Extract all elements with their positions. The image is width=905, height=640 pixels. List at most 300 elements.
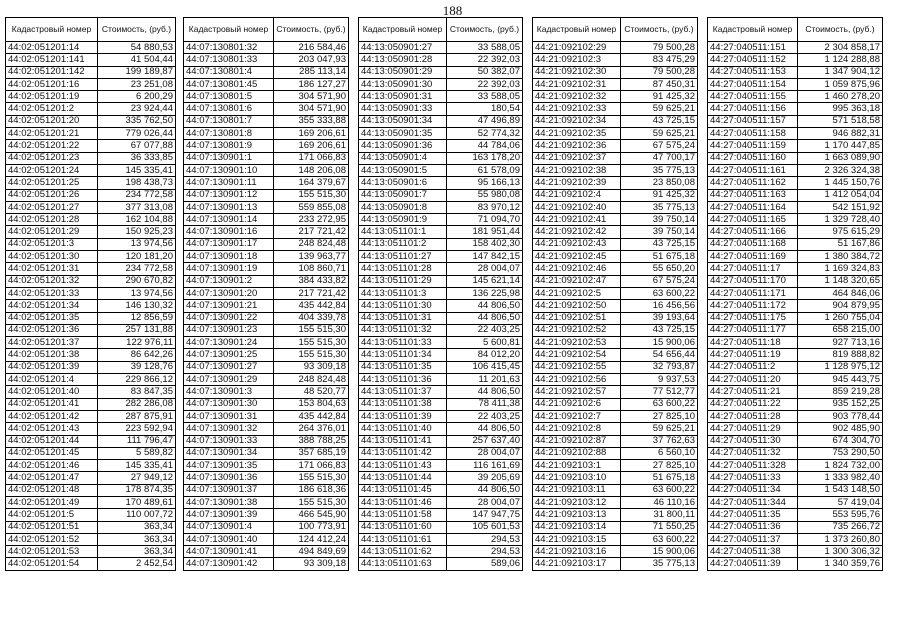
cost-cell: 753 290,50 bbox=[798, 447, 883, 459]
cost-cell: 11 201,63 bbox=[447, 374, 523, 386]
cadastral-number-cell: 44:02:051201:22 bbox=[6, 140, 98, 152]
cadastral-number-cell: 44:27:040511:165 bbox=[708, 214, 798, 226]
cost-cell: 54 880,53 bbox=[98, 42, 176, 54]
cost-cell: 46 110,16 bbox=[621, 496, 698, 508]
table-row bbox=[708, 54, 883, 66]
header-cadastral-number: Кадастровый номер bbox=[6, 18, 98, 42]
cost-cell: 158 402,30 bbox=[447, 238, 523, 250]
cadastral-number-cell: 44:21:092103:12 bbox=[533, 496, 621, 508]
cadastral-number-cell: 44:13:050901:4 bbox=[359, 152, 447, 164]
table-row bbox=[533, 337, 698, 349]
cadastral-number-cell: 44:02:051201:4 bbox=[6, 374, 98, 386]
table-row bbox=[533, 435, 698, 447]
cost-cell: 37 762,63 bbox=[621, 435, 698, 447]
cost-cell: 78 411,38 bbox=[447, 398, 523, 410]
table-row bbox=[6, 447, 176, 459]
cost-cell: 39 128,76 bbox=[98, 361, 176, 373]
cost-cell: 198 438,73 bbox=[98, 177, 176, 189]
cadastral-number-cell: 44:07:130901:17 bbox=[184, 238, 274, 250]
table-row bbox=[533, 54, 698, 66]
cost-cell: 13 974,56 bbox=[98, 238, 176, 250]
cost-cell: 150 925,23 bbox=[98, 226, 176, 238]
cadastral-number-cell: 44:27:040511:17 bbox=[708, 263, 798, 275]
cost-cell: 357 685,19 bbox=[274, 447, 349, 459]
cost-cell: 257 637,40 bbox=[447, 435, 523, 447]
cost-cell: 1 663 089,90 bbox=[798, 152, 883, 164]
header-cost: Стоимость, (руб.) bbox=[798, 18, 883, 42]
table-row bbox=[533, 484, 698, 496]
cadastral-number-cell: 44:02:051201:2 bbox=[6, 103, 98, 115]
cost-cell: 1 333 982,40 bbox=[798, 472, 883, 484]
table-row bbox=[359, 558, 523, 570]
table-row bbox=[533, 509, 698, 521]
cadastral-number-cell: 44:02:051201:33 bbox=[6, 287, 98, 299]
cost-cell: 248 824,48 bbox=[274, 374, 349, 386]
table-row bbox=[533, 521, 698, 533]
table-row bbox=[708, 263, 883, 275]
table-row bbox=[184, 238, 349, 250]
cadastral-number-cell: 44:07:130901:25 bbox=[184, 349, 274, 361]
cadastral-number-cell: 44:07:130901:38 bbox=[184, 496, 274, 508]
cost-cell: 542 151,92 bbox=[798, 201, 883, 213]
table-row bbox=[359, 251, 523, 263]
table-row bbox=[359, 91, 523, 103]
table-row bbox=[6, 128, 176, 140]
cadastral-number-cell: 44:27:040511:159 bbox=[708, 140, 798, 152]
cost-cell: 155 515,30 bbox=[274, 337, 349, 349]
cadastral-number-cell: 44:07:130901:42 bbox=[184, 558, 274, 570]
table-row bbox=[708, 177, 883, 189]
cost-cell: 83 847,35 bbox=[98, 386, 176, 398]
table-row bbox=[533, 558, 698, 570]
cost-cell: 571 518,58 bbox=[798, 115, 883, 127]
table-row bbox=[184, 66, 349, 78]
table-row bbox=[708, 115, 883, 127]
cadastral-number-cell: 44:21:092102:30 bbox=[533, 66, 621, 78]
cost-cell: 904 879,95 bbox=[798, 300, 883, 312]
table-row bbox=[708, 472, 883, 484]
table-row bbox=[6, 275, 176, 287]
cost-cell: 859 219,28 bbox=[798, 386, 883, 398]
cost-cell: 28 004,07 bbox=[447, 447, 523, 459]
cadastral-number-cell: 44:27:040511:168 bbox=[708, 238, 798, 250]
cadastral-number-cell: 44:21:092103:10 bbox=[533, 472, 621, 484]
table-row bbox=[359, 66, 523, 78]
cost-cell: 67 575,24 bbox=[621, 275, 698, 287]
cost-cell: 163 178,20 bbox=[447, 152, 523, 164]
table-row bbox=[708, 460, 883, 472]
cadastral-number-cell: 44:27:040511:152 bbox=[708, 54, 798, 66]
cost-cell: 35 775,13 bbox=[621, 201, 698, 213]
cost-cell: 902 485,90 bbox=[798, 423, 883, 435]
cost-cell: 44 806,50 bbox=[447, 386, 523, 398]
cadastral-number-cell: 44:07:130901:33 bbox=[184, 435, 274, 447]
cadastral-number-cell: 44:02:051201:23 bbox=[6, 152, 98, 164]
cadastral-number-cell: 44:21:092102:40 bbox=[533, 201, 621, 213]
cost-cell: 23 924,44 bbox=[98, 103, 176, 115]
table-row bbox=[533, 66, 698, 78]
cadastral-number-cell: 44:02:051201:46 bbox=[6, 460, 98, 472]
cost-cell: 1 543 148,50 bbox=[798, 484, 883, 496]
cost-cell: 1 300 306,32 bbox=[798, 546, 883, 558]
cost-cell: 171 066,83 bbox=[274, 460, 349, 472]
table-row bbox=[6, 533, 176, 545]
cadastral-number-cell: 44:07:130901:34 bbox=[184, 447, 274, 459]
cadastral-number-cell: 44:07:130801:6 bbox=[184, 103, 274, 115]
cadastral-number-cell: 44:13:051101:34 bbox=[359, 349, 447, 361]
table-row bbox=[6, 521, 176, 533]
cadastral-number-cell: 44:13:051101:1 bbox=[359, 226, 447, 238]
table-row bbox=[533, 496, 698, 508]
cadastral-number-cell: 44:02:051201:30 bbox=[6, 251, 98, 263]
table-row bbox=[708, 128, 883, 140]
cadastral-table-2 bbox=[183, 17, 349, 571]
cadastral-number-cell: 44:21:092102:35 bbox=[533, 128, 621, 140]
cadastral-table-1 bbox=[5, 17, 176, 571]
cost-cell: 86 642,26 bbox=[98, 349, 176, 361]
cadastral-number-cell: 44:02:051201:44 bbox=[6, 435, 98, 447]
cadastral-number-cell: 44:07:130901:22 bbox=[184, 312, 274, 324]
cadastral-number-cell: 44:07:130901:3 bbox=[184, 386, 274, 398]
table-row bbox=[184, 275, 349, 287]
cost-cell: 164 379,67 bbox=[274, 177, 349, 189]
cadastral-number-cell: 44:07:130901:31 bbox=[184, 410, 274, 422]
cadastral-number-cell: 44:27:040511:172 bbox=[708, 300, 798, 312]
cadastral-number-cell: 44:07:130901:1 bbox=[184, 152, 274, 164]
table-row bbox=[6, 54, 176, 66]
cost-cell: 264 376,01 bbox=[274, 423, 349, 435]
cost-cell: 203 047,93 bbox=[274, 54, 349, 66]
table-row bbox=[708, 509, 883, 521]
cost-cell: 83 970,12 bbox=[447, 201, 523, 213]
cadastral-number-cell: 44:13:051101:33 bbox=[359, 337, 447, 349]
cost-cell: 819 888,82 bbox=[798, 349, 883, 361]
cost-cell: 77 512,77 bbox=[621, 386, 698, 398]
cadastral-number-cell: 44:13:050901:9 bbox=[359, 214, 447, 226]
table-row bbox=[708, 546, 883, 558]
cadastral-number-cell: 44:13:050901:35 bbox=[359, 128, 447, 140]
table-row bbox=[184, 496, 349, 508]
table-row bbox=[359, 152, 523, 164]
cadastral-number-cell: 44:21:092102:45 bbox=[533, 251, 621, 263]
table-row bbox=[708, 349, 883, 361]
cost-cell: 51 167,86 bbox=[798, 238, 883, 250]
table-row bbox=[6, 386, 176, 398]
cadastral-number-cell: 44:13:050901:31 bbox=[359, 91, 447, 103]
cadastral-number-cell: 44:02:051201:51 bbox=[6, 521, 98, 533]
table-row bbox=[184, 42, 349, 54]
cadastral-number-cell: 44:21:092103:14 bbox=[533, 521, 621, 533]
cost-cell: 52 774,32 bbox=[447, 128, 523, 140]
cost-cell: 1 460 278,20 bbox=[798, 91, 883, 103]
cost-cell: 12 856,59 bbox=[98, 312, 176, 324]
cadastral-number-cell: 44:27:040511:155 bbox=[708, 91, 798, 103]
table-row bbox=[359, 472, 523, 484]
table-row bbox=[184, 201, 349, 213]
cadastral-number-cell: 44:13:051101:29 bbox=[359, 275, 447, 287]
table-row bbox=[6, 42, 176, 54]
cadastral-number-cell: 44:13:051101:31 bbox=[359, 312, 447, 324]
cadastral-number-cell: 44:27:040511:30 bbox=[708, 435, 798, 447]
cadastral-number-cell: 44:13:051101:39 bbox=[359, 410, 447, 422]
table-row bbox=[708, 386, 883, 398]
cost-cell: 304 571,90 bbox=[274, 103, 349, 115]
table-row bbox=[359, 42, 523, 54]
table-row bbox=[359, 533, 523, 545]
cadastral-number-cell: 44:21:092102:55 bbox=[533, 361, 621, 373]
cadastral-number-cell: 44:13:051101:44 bbox=[359, 472, 447, 484]
cost-cell: 54 656,44 bbox=[621, 349, 698, 361]
table-row bbox=[533, 423, 698, 435]
table-row bbox=[184, 410, 349, 422]
cost-cell: 63 600,22 bbox=[621, 398, 698, 410]
cadastral-number-cell: 44:07:130901:14 bbox=[184, 214, 274, 226]
cadastral-number-cell: 44:13:051101:40 bbox=[359, 423, 447, 435]
cadastral-number-cell: 44:27:040511:156 bbox=[708, 103, 798, 115]
cadastral-number-cell: 44:07:130901:10 bbox=[184, 164, 274, 176]
cadastral-number-cell: 44:21:092102:3 bbox=[533, 54, 621, 66]
cost-cell: 39 750,14 bbox=[621, 214, 698, 226]
cost-cell: 155 515,30 bbox=[274, 496, 349, 508]
table-row bbox=[708, 140, 883, 152]
cadastral-number-cell: 44:21:092102:52 bbox=[533, 324, 621, 336]
header-cadastral-number: Кадастровый номер bbox=[708, 18, 798, 42]
table-row bbox=[708, 398, 883, 410]
cost-cell: 294,53 bbox=[447, 533, 523, 545]
table-row bbox=[184, 398, 349, 410]
cadastral-number-cell: 44:13:051101:62 bbox=[359, 546, 447, 558]
cadastral-number-cell: 44:27:040511:344 bbox=[708, 496, 798, 508]
table-row bbox=[6, 164, 176, 176]
table-row bbox=[533, 42, 698, 54]
table-row bbox=[533, 546, 698, 558]
cadastral-number-cell: 44:21:092102:34 bbox=[533, 115, 621, 127]
cost-cell: 36 333,85 bbox=[98, 152, 176, 164]
table-row bbox=[359, 398, 523, 410]
cadastral-number-cell: 44:27:040511:37 bbox=[708, 533, 798, 545]
cost-cell: 388 788,25 bbox=[274, 435, 349, 447]
cadastral-number-cell: 44:21:092102:56 bbox=[533, 374, 621, 386]
cadastral-number-cell: 44:02:051201:36 bbox=[6, 324, 98, 336]
cost-cell: 43 725,15 bbox=[621, 115, 698, 127]
cost-cell: 1 128 975,12 bbox=[798, 361, 883, 373]
table-row bbox=[708, 66, 883, 78]
table-row bbox=[708, 337, 883, 349]
cost-cell: 180,54 bbox=[447, 103, 523, 115]
cost-cell: 47 700,17 bbox=[621, 152, 698, 164]
cost-cell: 43 725,15 bbox=[621, 238, 698, 250]
cadastral-number-cell: 44:13:051101:2 bbox=[359, 238, 447, 250]
cost-cell: 22 392,03 bbox=[447, 54, 523, 66]
cadastral-number-cell: 44:21:092102:7 bbox=[533, 410, 621, 422]
cost-cell: 363,34 bbox=[98, 546, 176, 558]
cadastral-number-cell: 44:02:051201:141 bbox=[6, 54, 98, 66]
cadastral-number-cell: 44:21:092103:15 bbox=[533, 533, 621, 545]
cost-cell: 935 152,25 bbox=[798, 398, 883, 410]
cadastral-number-cell: 44:02:051201:28 bbox=[6, 214, 98, 226]
table-row bbox=[533, 251, 698, 263]
cadastral-number-cell: 44:02:051201:34 bbox=[6, 300, 98, 312]
cost-cell: 5 589,82 bbox=[98, 447, 176, 459]
cadastral-number-cell: 44:21:092102:87 bbox=[533, 435, 621, 447]
cadastral-number-cell: 44:21:092102:37 bbox=[533, 152, 621, 164]
table-row bbox=[533, 177, 698, 189]
table-row bbox=[359, 214, 523, 226]
cadastral-number-cell: 44:21:092102:53 bbox=[533, 337, 621, 349]
cadastral-number-cell: 44:27:040511:153 bbox=[708, 66, 798, 78]
cost-cell: 79 500,28 bbox=[621, 42, 698, 54]
cadastral-number-cell: 44:21:092102:38 bbox=[533, 164, 621, 176]
header-cadastral-number: Кадастровый номер bbox=[359, 18, 447, 42]
cost-cell: 110 007,72 bbox=[98, 509, 176, 521]
cost-cell: 59 625,21 bbox=[621, 103, 698, 115]
cost-cell: 946 882,31 bbox=[798, 128, 883, 140]
table-row bbox=[6, 324, 176, 336]
cadastral-number-cell: 44:02:051201:37 bbox=[6, 337, 98, 349]
cost-cell: 67 077,88 bbox=[98, 140, 176, 152]
cost-cell: 22 403,25 bbox=[447, 324, 523, 336]
cost-cell: 735 266,72 bbox=[798, 521, 883, 533]
cadastral-number-cell: 44:02:051201:26 bbox=[6, 189, 98, 201]
cost-cell: 67 575,24 bbox=[621, 140, 698, 152]
cost-cell: 51 675,18 bbox=[621, 251, 698, 263]
table-row bbox=[6, 263, 176, 275]
cost-cell: 147 842,15 bbox=[447, 251, 523, 263]
cost-cell: 178 874,35 bbox=[98, 484, 176, 496]
cadastral-number-cell: 44:07:130801:7 bbox=[184, 115, 274, 127]
table-row bbox=[708, 312, 883, 324]
cost-cell: 63 600,22 bbox=[621, 484, 698, 496]
cost-cell: 1 260 755,04 bbox=[798, 312, 883, 324]
cost-cell: 33 588,05 bbox=[447, 91, 523, 103]
cost-cell: 31 800,11 bbox=[621, 509, 698, 521]
table-row bbox=[184, 300, 349, 312]
cadastral-number-cell: 44:21:092102:50 bbox=[533, 300, 621, 312]
cadastral-number-cell: 44:27:040511:20 bbox=[708, 374, 798, 386]
table-row bbox=[184, 54, 349, 66]
table-row bbox=[708, 238, 883, 250]
cadastral-number-cell: 44:13:050901:33 bbox=[359, 103, 447, 115]
cost-cell: 355 333,88 bbox=[274, 115, 349, 127]
cadastral-number-cell: 44:13:051101:36 bbox=[359, 374, 447, 386]
cost-cell: 111 796,47 bbox=[98, 435, 176, 447]
cadastral-number-cell: 44:27:040511:158 bbox=[708, 128, 798, 140]
cadastral-number-cell: 44:27:040511:162 bbox=[708, 177, 798, 189]
cadastral-number-cell: 44:02:051201:16 bbox=[6, 78, 98, 90]
table-row bbox=[359, 337, 523, 349]
cadastral-number-cell: 44:21:092103:17 bbox=[533, 558, 621, 570]
cost-cell: 136 225,98 bbox=[447, 287, 523, 299]
cadastral-number-cell: 44:27:040511:29 bbox=[708, 423, 798, 435]
cadastral-number-cell: 44:02:051201:29 bbox=[6, 226, 98, 238]
cost-cell: 83 475,29 bbox=[621, 54, 698, 66]
table-row bbox=[6, 66, 176, 78]
table-row bbox=[6, 251, 176, 263]
cadastral-number-cell: 44:21:092102:6 bbox=[533, 398, 621, 410]
cadastral-number-cell: 44:07:130901:37 bbox=[184, 484, 274, 496]
table-row bbox=[708, 533, 883, 545]
cost-cell: 1 340 359,76 bbox=[798, 558, 883, 570]
cost-cell: 5 600,81 bbox=[447, 337, 523, 349]
cost-cell: 122 976,11 bbox=[98, 337, 176, 349]
table-row bbox=[184, 312, 349, 324]
table-row bbox=[359, 263, 523, 275]
cost-cell: 15 900,06 bbox=[621, 546, 698, 558]
cost-cell: 6 200,29 bbox=[98, 91, 176, 103]
cadastral-number-cell: 44:07:130901:30 bbox=[184, 398, 274, 410]
cadastral-number-cell: 44:13:051101:63 bbox=[359, 558, 447, 570]
cadastral-number-cell: 44:07:130901:13 bbox=[184, 201, 274, 213]
table-row bbox=[184, 152, 349, 164]
table-row bbox=[6, 115, 176, 127]
cost-cell: 27 825,10 bbox=[621, 460, 698, 472]
cadastral-number-cell: 44:02:051201:41 bbox=[6, 398, 98, 410]
table-row bbox=[184, 140, 349, 152]
table-row bbox=[6, 103, 176, 115]
table-row bbox=[359, 447, 523, 459]
table-row bbox=[184, 447, 349, 459]
table-row bbox=[6, 398, 176, 410]
cadastral-number-cell: 44:07:130901:40 bbox=[184, 533, 274, 545]
cost-cell: 44 806,50 bbox=[447, 312, 523, 324]
table-row bbox=[533, 164, 698, 176]
cadastral-number-cell: 44:02:051201:19 bbox=[6, 91, 98, 103]
cost-cell: 51 675,18 bbox=[621, 472, 698, 484]
cost-cell: 363,34 bbox=[98, 521, 176, 533]
cadastral-number-cell: 44:02:051201:35 bbox=[6, 312, 98, 324]
cost-cell: 59 625,21 bbox=[621, 128, 698, 140]
table-row bbox=[359, 460, 523, 472]
table-row bbox=[184, 521, 349, 533]
table-row bbox=[359, 103, 523, 115]
cost-cell: 91 425,32 bbox=[621, 189, 698, 201]
table-row bbox=[6, 238, 176, 250]
table-row bbox=[708, 410, 883, 422]
table-row bbox=[359, 423, 523, 435]
table-row bbox=[359, 275, 523, 287]
cost-cell: 79 500,28 bbox=[621, 66, 698, 78]
cost-cell: 995 363,18 bbox=[798, 103, 883, 115]
cadastral-number-cell: 44:27:040511:28 bbox=[708, 410, 798, 422]
cost-cell: 100 773,91 bbox=[274, 521, 349, 533]
table-row bbox=[533, 386, 698, 398]
cost-cell: 1 170 447,85 bbox=[798, 140, 883, 152]
table-row bbox=[533, 460, 698, 472]
cost-cell: 93 309,18 bbox=[274, 361, 349, 373]
cost-cell: 377 313,08 bbox=[98, 201, 176, 213]
cadastral-number-cell: 44:27:040511:161 bbox=[708, 164, 798, 176]
cadastral-number-cell: 44:02:051201:45 bbox=[6, 447, 98, 459]
cadastral-number-cell: 44:02:051201:49 bbox=[6, 496, 98, 508]
table-row bbox=[184, 484, 349, 496]
table-row bbox=[533, 226, 698, 238]
cadastral-number-cell: 44:07:130801:4 bbox=[184, 66, 274, 78]
table-row bbox=[184, 115, 349, 127]
cadastral-number-cell: 44:21:092102:33 bbox=[533, 103, 621, 115]
cadastral-number-cell: 44:13:051101:27 bbox=[359, 251, 447, 263]
cost-cell: 23 251,08 bbox=[98, 78, 176, 90]
cadastral-number-cell: 44:02:051201:54 bbox=[6, 558, 98, 570]
cadastral-number-cell: 44:27:040511:171 bbox=[708, 287, 798, 299]
table-row bbox=[184, 287, 349, 299]
cost-cell: 23 850,08 bbox=[621, 177, 698, 189]
cost-cell: 48 520,77 bbox=[274, 386, 349, 398]
table-row bbox=[533, 472, 698, 484]
cost-cell: 44 806,50 bbox=[447, 484, 523, 496]
table-row bbox=[184, 509, 349, 521]
table-row bbox=[184, 189, 349, 201]
cost-cell: 16 456,56 bbox=[621, 300, 698, 312]
